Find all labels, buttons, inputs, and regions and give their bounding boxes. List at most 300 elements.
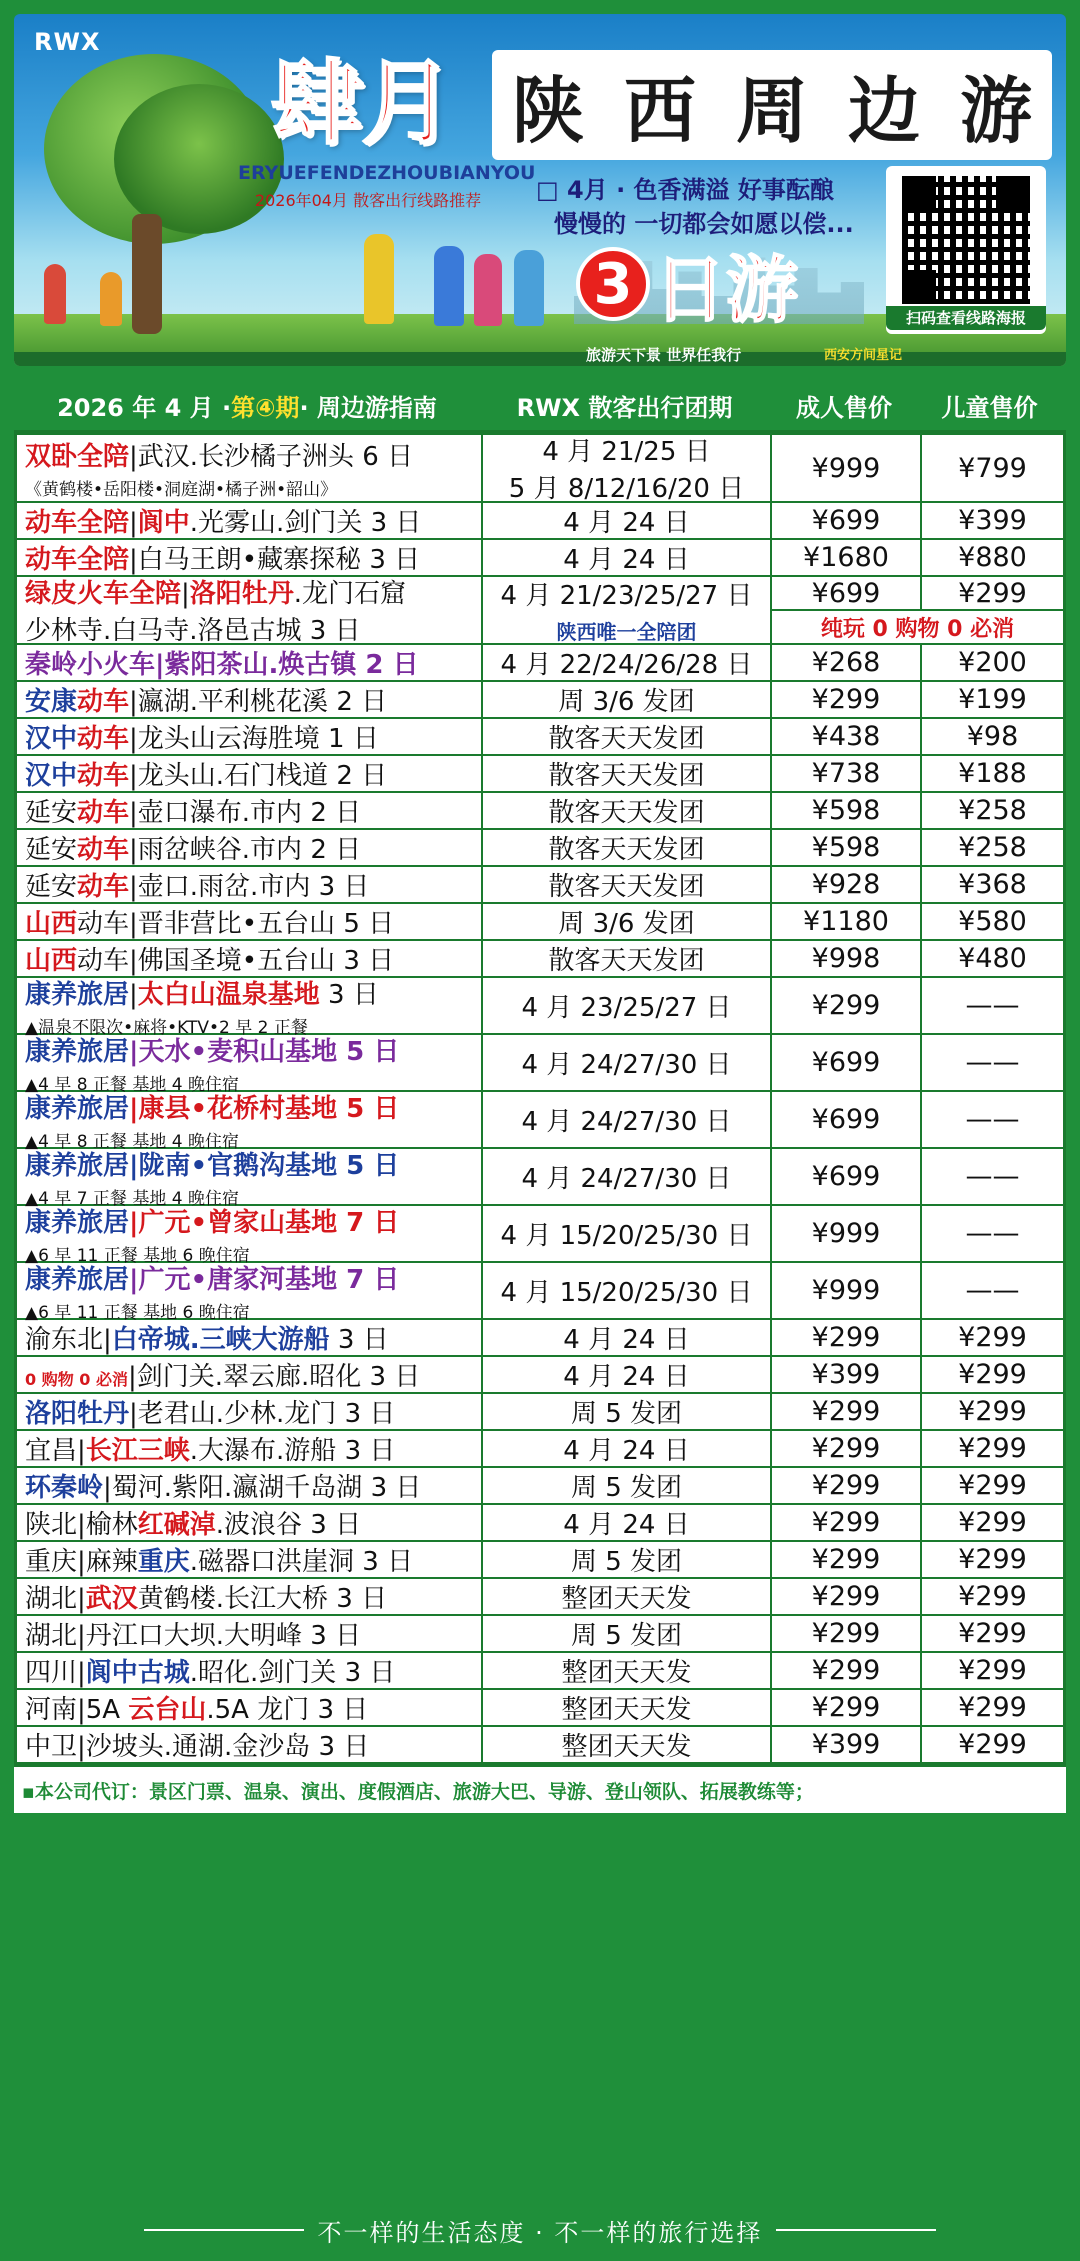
table-row: [17, 501, 1063, 538]
traveler-figure: [434, 246, 464, 326]
table-row: [17, 976, 1063, 1038]
route-cell: [17, 1035, 483, 1095]
table-row: [17, 1090, 1063, 1152]
route-name: [25, 681, 473, 718]
route-note: ▲4 早 8 正餐 基地 4 晚住宿: [25, 1131, 239, 1152]
poster-banner: [14, 14, 1066, 366]
child-price: ¥200: [958, 647, 1027, 678]
departure-dates: 散客天天发团: [548, 872, 705, 902]
route-name-part: |蜀河.紫阳.瀛湖千岛湖 3 日: [103, 1473, 422, 1503]
route-cell: [17, 645, 483, 680]
route-cell: [17, 978, 483, 1038]
route-cell: [17, 1320, 483, 1355]
route-name-part: |广元•曾家山基地 7 日: [129, 1207, 400, 1238]
adult-price: ¥699: [772, 1035, 922, 1090]
route-name-part: 动车: [77, 798, 130, 828]
departure-dates: 整团天天发: [561, 1584, 692, 1614]
adult-price: ¥598: [772, 830, 922, 865]
route-name-part: |老君山.少林.龙门 3 日: [129, 1399, 396, 1429]
adult-price: ¥738: [772, 756, 922, 791]
dates-cell: [483, 978, 772, 1033]
dates-cell: [483, 1468, 772, 1503]
child-price: ¥299: [958, 1470, 1027, 1501]
route-name: [25, 792, 473, 829]
child-price: ¥299: [958, 1581, 1027, 1612]
adult-price: ¥999: [772, 1263, 922, 1318]
departure-dates: 整团天天发: [561, 1732, 692, 1762]
adult-price: ¥299: [772, 1431, 922, 1466]
child-price: ¥480: [958, 943, 1027, 974]
table-row: [17, 433, 1063, 504]
ground-strip: [14, 352, 1066, 366]
table-row: [17, 1033, 1063, 1095]
title-char: 边: [847, 69, 920, 153]
child-price: ——: [965, 1218, 1020, 1249]
dates-cell: [483, 941, 772, 976]
route-name-line2: 少林寺.白马寺.洛邑古城 3 日: [25, 616, 361, 646]
child-price: ¥188: [958, 758, 1027, 789]
route-name-part: 白帝城.三峡大游船: [111, 1325, 330, 1355]
adult-price: ¥928: [772, 867, 922, 902]
departure-dates: 4 月 15/20/25/30 日: [500, 1221, 753, 1251]
route-name-part: 动车全陪: [25, 545, 130, 575]
route-name-part: 延安: [25, 798, 78, 828]
route-name-part: 动车全陪: [25, 508, 130, 538]
departure-dates: 周 3/6 发团: [558, 687, 695, 717]
adult-price: ¥699: [772, 503, 922, 538]
departure-dates: 4 月 21/25 日: [542, 437, 711, 467]
dates-cell: [483, 1727, 772, 1762]
traveler-figure: [100, 272, 122, 326]
route-note: ▲6 早 11 正餐 基地 6 晚住宿: [25, 1302, 250, 1323]
header-child-price: 儿童售价: [941, 393, 1038, 422]
route-name-part: 0 购物 0 必消: [25, 1370, 128, 1389]
departure-dates: 4 月 24 日: [563, 1510, 690, 1540]
route-name: [25, 1259, 473, 1296]
route-name: [25, 974, 473, 1011]
dates-cell: [483, 1149, 772, 1204]
departure-dates: 4 月 21/23/25/27 日: [500, 581, 753, 611]
route-name-part: |龙头山云海胜境 1 日: [129, 724, 379, 754]
route-cell: [17, 756, 483, 791]
route-name: [25, 1356, 473, 1393]
route-name-part: 动车: [77, 872, 130, 902]
route-name-part: 康养旅居: [25, 1264, 130, 1295]
footer-slogan: 不一样的生活态度 · 不一样的旅行选择: [317, 2218, 763, 2247]
adult-price: ¥299: [772, 1579, 922, 1614]
table-row: [17, 1318, 1063, 1355]
route-name-part: 重庆|麻辣: [25, 1547, 138, 1577]
qr-block[interactable]: [886, 166, 1046, 334]
route-cell: [17, 867, 483, 902]
table-row: [17, 575, 1063, 646]
dates-cell: [483, 1394, 772, 1429]
child-price: ¥299: [958, 1544, 1027, 1575]
route-name-part: |龙头山.石门栈道 2 日: [129, 761, 388, 791]
header-route: [14, 380, 480, 430]
departure-dates: 4 月 23/25/27 日: [521, 993, 732, 1023]
dates-cell: [483, 1357, 772, 1392]
departure-dates: 4 月 24 日: [563, 508, 690, 538]
route-name: [25, 718, 473, 755]
child-price: ——: [965, 990, 1020, 1021]
departure-dates: 整团天天发: [561, 1658, 692, 1688]
adult-price: ¥1680: [772, 540, 922, 575]
route-cell: [17, 1579, 483, 1614]
departure-dates: 4 月 24 日: [563, 1362, 690, 1392]
table-row: [17, 791, 1063, 828]
adult-price: ¥299: [772, 682, 922, 717]
adult-price: ¥999: [772, 435, 922, 501]
route-name-part: .5A 龙门 3 日: [206, 1695, 369, 1725]
route-name-part: 动车: [77, 724, 130, 754]
departure-dates: 4 月 24 日: [563, 545, 690, 575]
month-title: 肆月: [270, 50, 451, 157]
adult-price: ¥299: [772, 1505, 922, 1540]
adult-price: ¥999: [772, 1206, 922, 1261]
departure-dates: 周 5 发团: [570, 1399, 683, 1429]
route-name-part: 康养旅居: [25, 1207, 130, 1238]
route-name-part: 阆中古城: [85, 1658, 190, 1688]
adult-price: ¥299: [772, 1690, 922, 1725]
route-name: [25, 1504, 473, 1541]
child-price: ¥299: [958, 1433, 1027, 1464]
child-price: ¥98: [966, 721, 1019, 752]
table-header: [14, 380, 1066, 430]
child-price: ——: [965, 1104, 1020, 1135]
table-row: [17, 754, 1063, 791]
divider: [776, 2229, 936, 2231]
table-row: [17, 680, 1063, 717]
title-char: 西: [623, 69, 696, 153]
table-row: [17, 865, 1063, 902]
route-name-part: 3 日: [319, 979, 379, 1010]
child-price: ¥299: [958, 1729, 1027, 1760]
child-price: ¥580: [958, 906, 1027, 937]
dates-note: 陕西唯一全陪团: [556, 620, 697, 644]
route-note: 《黄鹤楼•岳阳楼•洞庭湖•橘子洲•韶山》: [25, 480, 338, 500]
child-price: ¥399: [958, 505, 1027, 536]
route-name-part: |雨岔峡谷.市内 2 日: [129, 835, 362, 865]
route-name-part: 环秦岭: [25, 1473, 104, 1503]
route-cell: [17, 1263, 483, 1323]
header-dates: RWX 散客出行团期: [516, 393, 733, 422]
route-name-part: 长江三峡: [85, 1436, 190, 1466]
table-row: [17, 1577, 1063, 1614]
route-name-part: 武汉: [85, 1584, 138, 1614]
departure-dates: 4 月 24/27/30 日: [521, 1050, 732, 1080]
dates-cell: [483, 1320, 772, 1355]
route-name: [25, 829, 473, 866]
tree-trunk: [132, 214, 162, 334]
route-cell: [17, 682, 483, 717]
days-badge: [576, 232, 798, 336]
route-cell: [17, 1653, 483, 1688]
route-name-part: 汉中: [25, 724, 78, 754]
route-name-part: |白马王朗•藏寨探秘 3 日: [129, 545, 421, 575]
table-row: [17, 1392, 1063, 1429]
route-name: [25, 1615, 473, 1652]
banner-tagline-2: 西安方间星记: [824, 348, 903, 363]
dates-cell: [483, 1505, 772, 1540]
route-cell: [17, 1394, 483, 1429]
route-name-part: 红碱淖: [137, 1510, 216, 1540]
route-name-part: .磁器口洪崖洞 3 日: [189, 1547, 414, 1577]
route-cell: [17, 1690, 483, 1725]
days-number: 3: [576, 247, 650, 321]
dates-cell: [483, 904, 772, 939]
route-name-part: 宜昌|: [25, 1436, 86, 1466]
route-name-part: 洛阳牡丹: [25, 1399, 130, 1429]
adult-price: ¥598: [772, 793, 922, 828]
route-cell: [17, 1616, 483, 1651]
route-name-part: |壶口.雨岔.市内 3 日: [129, 872, 370, 902]
adult-price: ¥299: [772, 1653, 922, 1688]
route-name-part: 动车: [77, 761, 130, 791]
route-name-part: 动车: [77, 835, 130, 865]
route-name-part: 四川|: [25, 1658, 86, 1688]
route-name-part: |壶口瀑布.市内 2 日: [129, 798, 362, 828]
route-name: [25, 1145, 473, 1182]
dates-cell: [483, 1690, 772, 1725]
adult-price: ¥299: [772, 1320, 922, 1355]
departure-dates: 周 5 发团: [570, 1621, 683, 1651]
route-name-part: |天水•麦积山基地 5 日: [129, 1036, 400, 1067]
departure-dates: 整团天天发: [561, 1695, 692, 1725]
adult-price: ¥699: [772, 1092, 922, 1147]
route-name-part: 康养旅居: [25, 979, 130, 1010]
child-price: ¥880: [958, 542, 1027, 573]
route-name-part: 绿皮火车全陪: [25, 579, 182, 609]
route-name-part: 黄鹤楼.长江大桥 3 日: [137, 1584, 388, 1614]
route-cell: [17, 1149, 483, 1209]
route-name: [25, 1319, 473, 1356]
adult-price: ¥1180: [772, 904, 922, 939]
route-cell: [17, 540, 483, 575]
route-name: [25, 1541, 473, 1578]
dates-cell: [483, 1035, 772, 1090]
departure-dates: 4 月 24 日: [563, 1436, 690, 1466]
table-row: [17, 1503, 1063, 1540]
dates-cell: [483, 435, 772, 504]
route-name-part: |陇南•官鹅沟基地 5 日: [129, 1150, 400, 1181]
table-row: [17, 1429, 1063, 1466]
qr-code-icon[interactable]: [902, 176, 1030, 304]
table-body: [14, 430, 1066, 1765]
table-row: [17, 1204, 1063, 1266]
table-row: [17, 717, 1063, 754]
route-name-part: 湖北|丹江口大坝.大明峰 3 日: [25, 1621, 362, 1651]
adult-price: ¥998: [772, 941, 922, 976]
route-name-part: 动车|佛国圣境•五台山 3 日: [77, 946, 395, 976]
departure-dates: 散客天天发团: [548, 798, 705, 828]
route-name-part: 安康: [25, 687, 78, 717]
departure-dates: 周 5 发团: [570, 1473, 683, 1503]
route-name-part: 湖北|: [25, 1584, 86, 1614]
child-price: ¥799: [958, 452, 1027, 484]
adult-price: ¥438: [772, 719, 922, 754]
route-cell: [17, 1542, 483, 1577]
route-name: [25, 1578, 473, 1615]
route-name-part: .光雾山.剑门关 3 日: [189, 508, 422, 538]
table-row: [17, 1355, 1063, 1392]
route-name-part: 云台山: [128, 1695, 207, 1725]
child-price: ¥258: [958, 832, 1027, 863]
dates-cell: [483, 1092, 772, 1147]
no-shopping-badge: 纯玩 0 购物 0 必消: [820, 616, 1015, 642]
route-name: [25, 1726, 473, 1763]
route-name: [25, 1467, 473, 1504]
route-name: [25, 1088, 473, 1125]
route-name: [25, 502, 473, 539]
table-row: [17, 1540, 1063, 1577]
traveler-figure: [474, 254, 502, 326]
slogan-line-1: □ 4月 · 色香满溢 好事酝酿: [536, 176, 834, 204]
route-name: [25, 866, 473, 903]
child-price: ¥299: [958, 1692, 1027, 1723]
route-cell: [17, 435, 483, 501]
traveler-figure: [44, 264, 66, 324]
route-name-part: 河南|5A: [25, 1695, 129, 1725]
route-name: [25, 1031, 473, 1068]
route-name-part: 康养旅居: [25, 1150, 130, 1181]
dates-cell: [483, 1431, 772, 1466]
route-name: [25, 1393, 473, 1430]
table-row: [17, 1725, 1063, 1762]
adult-price: ¥299: [772, 1468, 922, 1503]
dates-cell: [483, 645, 772, 680]
departure-dates: 周 3/6 发团: [558, 909, 695, 939]
divider: [144, 2229, 304, 2231]
route-name-part: 康养旅居: [25, 1093, 130, 1124]
traveler-figure: [364, 234, 394, 324]
child-price: ¥368: [958, 869, 1027, 900]
price-block: [772, 577, 1063, 643]
banner-tagline: 旅游天下景 世界任我行: [586, 346, 742, 364]
dates-cell: [483, 867, 772, 902]
route-cell: [17, 719, 483, 754]
dates-cell: [483, 577, 772, 643]
route-name-part: 重庆: [137, 1547, 190, 1577]
child-price: ¥299: [958, 577, 1027, 609]
route-name-part: 山西: [25, 909, 78, 939]
route-cell: [17, 1727, 483, 1762]
route-name-part: 康养旅居: [25, 1036, 130, 1067]
route-name: [25, 755, 473, 792]
route-name: [25, 644, 473, 681]
dates-cell: [483, 503, 772, 538]
route-cell: [17, 830, 483, 865]
title-char: 陕: [511, 69, 584, 153]
route-name-part: 3 日: [329, 1325, 389, 1355]
route-name-part: |剑门关.翠云廊.昭化 3 日: [127, 1362, 421, 1392]
departure-dates: 4 月 22/24/26/28 日: [500, 650, 753, 680]
route-name-part: 渝东北|: [25, 1325, 112, 1355]
slogan-line-2: 慢慢的 一切都会如愿以偿...: [554, 210, 854, 238]
route-name-part: 橘子洲头 6 日: [250, 442, 414, 472]
dates-cell: [483, 1206, 772, 1261]
table-row: [17, 1651, 1063, 1688]
route-name-part: 太白山温泉基地: [137, 979, 320, 1010]
dates-cell: [483, 1263, 772, 1318]
table-row: [17, 1261, 1063, 1323]
departure-dates: 4 月 15/20/25/30 日: [500, 1278, 753, 1308]
route-name-part: 动车: [77, 687, 130, 717]
dates-cell: [483, 830, 772, 865]
child-price: ¥299: [958, 1507, 1027, 1538]
child-price: ¥299: [958, 1322, 1027, 1353]
route-name-part: 延安: [25, 835, 78, 865]
route-name-part: |广元•唐家河基地 7 日: [129, 1264, 400, 1295]
route-name-part: 动车|晋非营比•五台山 5 日: [77, 909, 395, 939]
qr-caption: 扫码查看线路海报: [886, 306, 1046, 330]
route-name-part: |瀛湖.平利桃花溪 2 日: [129, 687, 388, 717]
route-name-part: 阆中: [137, 508, 190, 538]
route-name-part: .波浪谷 3 日: [215, 1510, 362, 1540]
route-name-part: |: [129, 508, 138, 538]
child-price: ¥299: [958, 1396, 1027, 1427]
route-cell: [17, 1206, 483, 1266]
route-name: [25, 1689, 473, 1726]
route-note: ▲6 早 11 正餐 基地 6 晚住宿: [25, 1245, 250, 1266]
dates-cell: [483, 682, 772, 717]
header-route-post: · 周边游指南: [299, 393, 437, 422]
service-footnote: ▪本公司代订：景区门票、温泉、演出、度假酒店、旅游大巴、导游、登山领队、拓展教练等；: [14, 1765, 1066, 1813]
route-name: [25, 1430, 473, 1467]
child-price: ¥299: [958, 1655, 1027, 1686]
route-name-part: 陕北|榆林: [25, 1510, 138, 1540]
route-cell: [17, 1431, 483, 1466]
route-name-part: 山西: [25, 946, 78, 976]
departure-dates: 周 5 发团: [570, 1547, 683, 1577]
days-text: 日游: [654, 248, 799, 332]
route-name-part: .龙门石窟: [293, 579, 407, 609]
poster-footer: [14, 2210, 1066, 2250]
route-cell: [17, 1357, 483, 1392]
route-note: ▲4 早 8 正餐 基地 4 晚住宿: [25, 1074, 239, 1095]
dates-cell: [483, 1579, 772, 1614]
departure-dates: 散客天天发团: [548, 946, 705, 976]
route-cell: [17, 503, 483, 538]
table-row: [17, 643, 1063, 680]
route-cell: [17, 1092, 483, 1152]
dates-cell: [483, 540, 772, 575]
brand-logo: RWX: [34, 28, 101, 56]
route-cell: [17, 941, 483, 976]
route-note: ▲4 早 7 正餐 基地 4 晚住宿: [25, 1188, 239, 1209]
departure-dates: 4 月 24/27/30 日: [521, 1164, 732, 1194]
child-price: ——: [965, 1161, 1020, 1192]
route-name: [25, 436, 473, 473]
route-name-part: |: [129, 979, 138, 1010]
child-price: ——: [965, 1275, 1020, 1306]
route-name-part: |康县•花桥村基地 5 日: [129, 1093, 400, 1124]
route-cell: [17, 577, 483, 646]
child-price: ¥299: [958, 1618, 1027, 1649]
route-name-part: |武汉.长沙: [129, 442, 251, 472]
route-name-part: 中卫|沙坡头.通湖.金沙岛 3 日: [25, 1732, 370, 1762]
dates-cell: [483, 719, 772, 754]
adult-price: ¥299: [772, 1542, 922, 1577]
poster-title: [492, 50, 1052, 160]
table-row: [17, 1466, 1063, 1503]
route-name-part: 双卧全陪: [25, 442, 130, 472]
tour-table: [14, 380, 1066, 1813]
dates-cell: [483, 756, 772, 791]
dates-cell: [483, 1653, 772, 1688]
route-name-part: |: [181, 579, 190, 609]
header-route-issue: 第④期: [231, 393, 300, 422]
